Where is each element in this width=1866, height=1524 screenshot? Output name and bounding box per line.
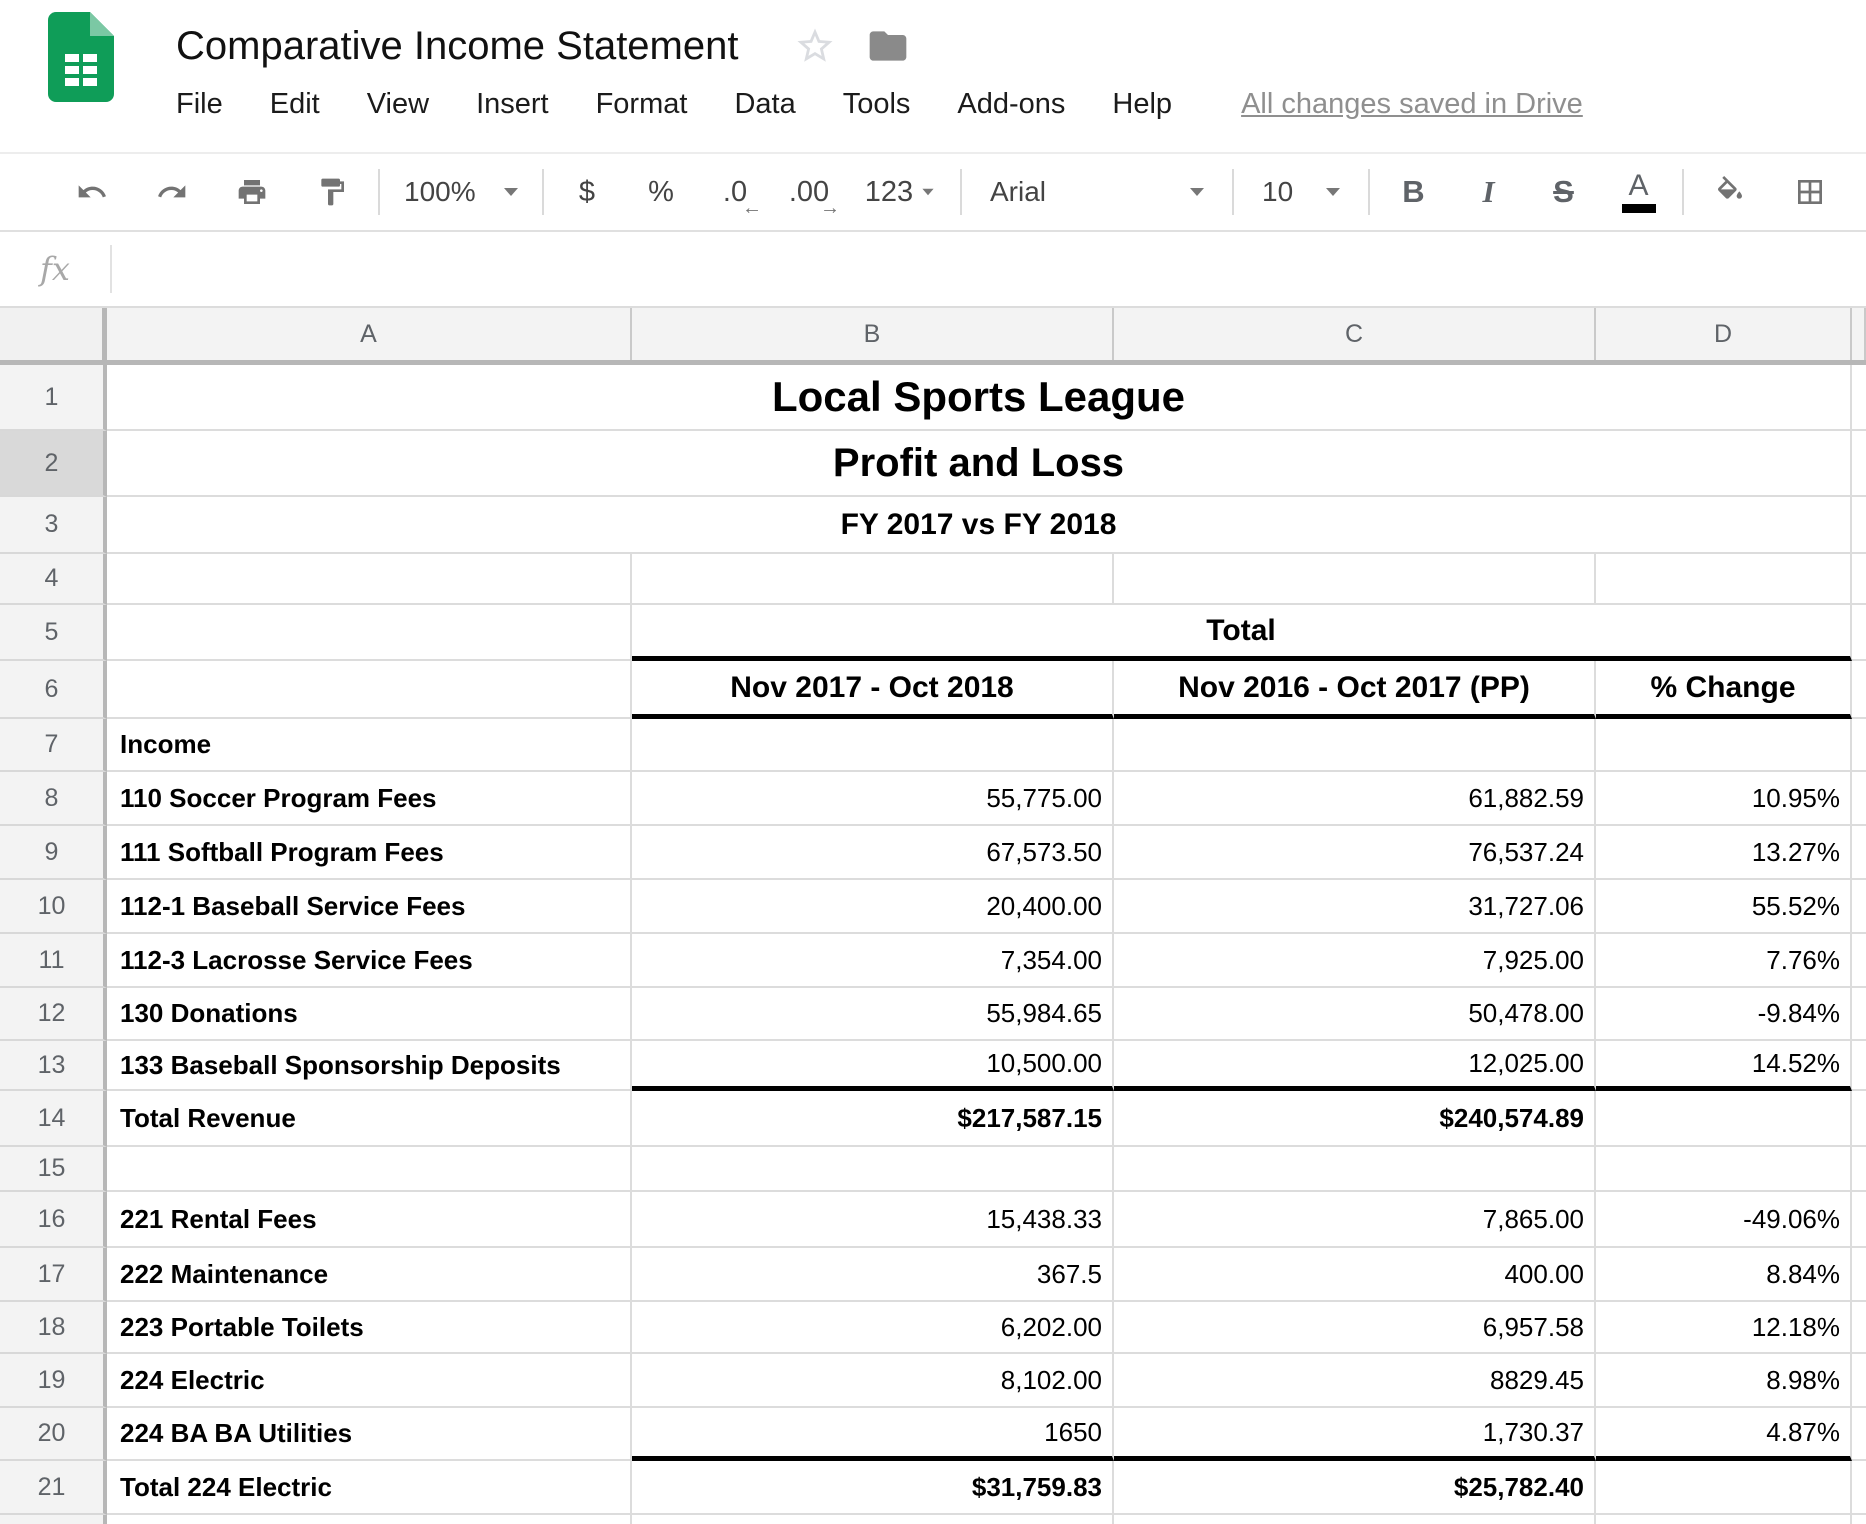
row-header-14[interactable]: 14 [0, 1091, 107, 1147]
decrease-decimal-button[interactable]: .0 ← [722, 175, 762, 219]
cell-E9-sliver[interactable] [1852, 826, 1866, 880]
cell-B9[interactable]: 67,573.50 [632, 826, 1114, 880]
redo-button[interactable] [132, 164, 212, 220]
cell-A5[interactable] [107, 605, 632, 661]
cell-E17-sliver[interactable] [1852, 1248, 1866, 1302]
format-currency-button[interactable]: $ [578, 175, 596, 208]
column-header-E-sliver[interactable] [1852, 308, 1866, 360]
sheet-row-19 [0, 1354, 1866, 1408]
font-family-select[interactable]: Arial [968, 176, 1226, 208]
cell-A16[interactable]: 221 Rental Fees [107, 1192, 632, 1248]
cell-C6[interactable]: Nov 2016 - Oct 2017 (PP) [1114, 661, 1596, 719]
cell-C7[interactable] [1114, 719, 1596, 772]
cell-D8[interactable]: 10.95% [1596, 772, 1852, 826]
fill-color-icon [1714, 176, 1746, 208]
cell-E7-sliver[interactable] [1852, 719, 1866, 772]
cell-C11[interactable]: 7,925.00 [1114, 934, 1596, 988]
row-header-13[interactable]: 13 [0, 1041, 107, 1091]
cell-B18[interactable]: 6,202.00 [632, 1302, 1114, 1354]
cell-A4[interactable] [107, 554, 632, 605]
undo-icon [76, 176, 108, 208]
menu-help[interactable]: Help [1112, 87, 1173, 120]
row-header-3[interactable]: 3 [0, 497, 107, 554]
cell-A7[interactable]: Income [107, 719, 632, 772]
sheet-row-12 [0, 988, 1866, 1041]
row-header-10[interactable]: 10 [0, 880, 107, 934]
cell-C16[interactable]: 7,865.00 [1114, 1192, 1596, 1248]
cell-D22[interactable] [1596, 1515, 1852, 1524]
cell-A21[interactable]: Total 224 Electric [107, 1461, 632, 1515]
row-header-18[interactable]: 18 [0, 1302, 107, 1354]
cell-B5[interactable]: Total [632, 605, 1852, 661]
cell-A1[interactable]: Local Sports League [107, 365, 1852, 431]
cell-E12-sliver[interactable] [1852, 988, 1866, 1041]
cell-A17[interactable]: 222 Maintenance [107, 1248, 632, 1302]
cell-A19[interactable]: 224 Electric [107, 1354, 632, 1408]
row-header-21[interactable]: 21 [0, 1461, 107, 1515]
cell-D17[interactable]: 8.84% [1596, 1248, 1852, 1302]
doc-title[interactable]: Comparative Income Statement [176, 23, 739, 68]
row-header-22[interactable] [0, 1515, 107, 1524]
cell-C21[interactable]: $25,782.40 [1114, 1461, 1596, 1515]
select-all-corner[interactable] [0, 308, 107, 360]
cell-A12[interactable]: 130 Donations [107, 988, 632, 1041]
zoom-select[interactable]: 100% [386, 176, 536, 208]
row-header-20[interactable]: 20 [0, 1408, 107, 1461]
cell-E4-sliver[interactable] [1852, 554, 1866, 605]
formula-input[interactable] [112, 232, 1866, 306]
sheet-row-13 [0, 1041, 1866, 1091]
cell-A22[interactable] [107, 1515, 632, 1524]
cell-D6[interactable]: % Change [1596, 661, 1852, 719]
cell-C15[interactable] [1114, 1147, 1596, 1192]
sheet-row-7 [0, 719, 1866, 772]
chevron-down-icon [1326, 188, 1340, 196]
sheet-row-4 [0, 554, 1866, 605]
column-header-A[interactable]: A [107, 308, 632, 360]
cell-B10[interactable]: 20,400.00 [632, 880, 1114, 934]
row-header-12[interactable]: 12 [0, 988, 107, 1041]
cell-E6-sliver[interactable] [1852, 661, 1866, 719]
cell-B22[interactable] [632, 1515, 1114, 1524]
borders-button[interactable] [1770, 164, 1850, 220]
row-header-15[interactable]: 15 [0, 1147, 107, 1192]
cell-B20[interactable]: 1650 [632, 1408, 1114, 1461]
cell-B7[interactable] [632, 719, 1114, 772]
sheet-row-11 [0, 934, 1866, 988]
print-icon [236, 176, 268, 208]
toolbar-separator [1368, 169, 1370, 215]
cell-E22-sliver[interactable] [1852, 1515, 1866, 1524]
sheet-body [0, 365, 1866, 1524]
format-percent-button[interactable]: % [648, 175, 674, 208]
cell-A9[interactable]: 111 Softball Program Fees [107, 826, 632, 880]
cell-B4[interactable] [632, 554, 1114, 605]
toolbar-separator [378, 169, 380, 215]
chevron-down-icon [1190, 188, 1204, 196]
chevron-down-icon [923, 189, 934, 195]
cell-B19[interactable]: 8,102.00 [632, 1354, 1114, 1408]
cell-C12[interactable]: 50,478.00 [1114, 988, 1596, 1041]
cell-C4[interactable] [1114, 554, 1596, 605]
font-size-select[interactable]: 10 [1240, 176, 1362, 208]
cell-B16[interactable]: 15,438.33 [632, 1192, 1114, 1248]
sheet-row-14 [0, 1091, 1866, 1147]
cell-A15[interactable] [107, 1147, 632, 1192]
sheet-row-17 [0, 1248, 1866, 1302]
text-color-button[interactable]: A [1601, 164, 1676, 220]
column-header-B[interactable]: B [632, 308, 1114, 360]
sheet-row-6 [0, 661, 1866, 719]
cell-A18[interactable]: 223 Portable Toilets [107, 1302, 632, 1354]
chevron-down-icon [504, 188, 518, 196]
sheet-row-20 [0, 1408, 1866, 1461]
cell-A10[interactable]: 112-1 Baseball Service Fees [107, 880, 632, 934]
row-header-7[interactable]: 7 [0, 719, 107, 772]
menu-file[interactable]: File [176, 87, 223, 120]
print-button[interactable] [212, 164, 292, 220]
cell-D12[interactable]: -9.84% [1596, 988, 1852, 1041]
cell-C9[interactable]: 76,537.24 [1114, 826, 1596, 880]
cell-A20[interactable]: 224 BA BA Utilities [107, 1408, 632, 1461]
row-header-16[interactable]: 16 [0, 1192, 107, 1248]
italic-button[interactable]: I [1482, 174, 1495, 209]
cell-C20[interactable]: 1,730.37 [1114, 1408, 1596, 1461]
row-header-9[interactable]: 9 [0, 826, 107, 880]
cell-B6[interactable]: Nov 2017 - Oct 2018 [632, 661, 1114, 719]
cell-B13[interactable]: 10,500.00 [632, 1041, 1114, 1091]
sheet-row-21 [0, 1461, 1866, 1515]
cell-E10-sliver[interactable] [1852, 880, 1866, 934]
row-header-4[interactable]: 4 [0, 554, 107, 605]
cell-C13[interactable]: 12,025.00 [1114, 1041, 1596, 1091]
cell-A3[interactable]: FY 2017 vs FY 2018 [107, 497, 1852, 554]
increase-decimal-button[interactable]: .00 → [788, 175, 840, 219]
paint-format-button[interactable] [292, 164, 372, 220]
sheet-row-5 [0, 605, 1866, 661]
cell-A13[interactable]: 133 Baseball Sponsorship Deposits [107, 1041, 632, 1091]
toolbar-separator [1682, 169, 1684, 215]
cell-E15-sliver[interactable] [1852, 1147, 1866, 1192]
fill-color-button[interactable] [1690, 164, 1770, 220]
text-color-swatch [1622, 204, 1656, 213]
cell-A11[interactable]: 112-3 Lacrosse Service Fees [107, 934, 632, 988]
cell-D18[interactable]: 12.18% [1596, 1302, 1852, 1354]
cell-D7[interactable] [1596, 719, 1852, 772]
sheet-row-2 [0, 431, 1866, 497]
cell-D10[interactable]: 55.52% [1596, 880, 1852, 934]
cell-E18-sliver[interactable] [1852, 1302, 1866, 1354]
sheet-row-3 [0, 497, 1866, 554]
row-header-2[interactable]: 2 [0, 431, 107, 497]
menu-view[interactable]: View [366, 87, 430, 120]
cell-D20[interactable]: 4.87% [1596, 1408, 1852, 1461]
menu-tools[interactable]: Tools [842, 87, 911, 120]
menu-bar [176, 82, 1866, 126]
cell-E1-sliver[interactable] [1852, 365, 1866, 431]
cell-C8[interactable]: 61,882.59 [1114, 772, 1596, 826]
cell-D14[interactable] [1596, 1091, 1852, 1147]
menu-data[interactable]: Data [734, 87, 796, 120]
column-header-C[interactable]: C [1114, 308, 1596, 360]
cell-E2-sliver[interactable] [1852, 431, 1866, 497]
row-header-11[interactable]: 11 [0, 934, 107, 988]
cell-D9[interactable]: 13.27% [1596, 826, 1852, 880]
sheet-row-15 [0, 1147, 1866, 1192]
cell-E5-sliver[interactable] [1852, 605, 1866, 661]
sheet-row-18 [0, 1302, 1866, 1354]
cell-E13-sliver[interactable] [1852, 1041, 1866, 1091]
row-header-17[interactable]: 17 [0, 1248, 107, 1302]
sheet-row-8 [0, 772, 1866, 826]
menu-insert[interactable]: Insert [476, 87, 549, 120]
row-header-19[interactable]: 19 [0, 1354, 107, 1408]
paint-format-icon [316, 176, 348, 208]
cell-C17[interactable]: 400.00 [1114, 1248, 1596, 1302]
cell-E11-sliver[interactable] [1852, 934, 1866, 988]
borders-icon [1794, 176, 1826, 208]
cell-B17[interactable]: 367.5 [632, 1248, 1114, 1302]
cell-A8[interactable]: 110 Soccer Program Fees [107, 772, 632, 826]
formula-bar [0, 232, 1866, 308]
sheets-logo-icon[interactable] [48, 12, 114, 102]
menu-format[interactable]: Format [595, 87, 688, 120]
sheet-row-16 [0, 1192, 1866, 1248]
toolbar-separator [1232, 169, 1234, 215]
sheet-row-10 [0, 880, 1866, 934]
column-header-D[interactable]: D [1596, 308, 1852, 360]
cell-B8[interactable]: 55,775.00 [632, 772, 1114, 826]
cell-E3-sliver[interactable] [1852, 497, 1866, 554]
cell-D21[interactable] [1596, 1461, 1852, 1515]
toolbar [0, 152, 1866, 232]
cell-E14-sliver[interactable] [1852, 1091, 1866, 1147]
cell-D13[interactable]: 14.52% [1596, 1041, 1852, 1091]
cell-B14[interactable]: $217,587.15 [632, 1091, 1114, 1147]
cell-E21-sliver[interactable] [1852, 1461, 1866, 1515]
sheet-row-9 [0, 826, 1866, 880]
cell-E19-sliver[interactable] [1852, 1354, 1866, 1408]
cell-D16[interactable]: -49.06% [1596, 1192, 1852, 1248]
cell-D19[interactable]: 8.98% [1596, 1354, 1852, 1408]
cell-C18[interactable]: 6,957.58 [1114, 1302, 1596, 1354]
bold-button[interactable]: B [1402, 174, 1425, 209]
toolbar-separator [960, 169, 962, 215]
cell-E20-sliver[interactable] [1852, 1408, 1866, 1461]
cell-D11[interactable]: 7.76% [1596, 934, 1852, 988]
sheet-row-1 [0, 365, 1866, 431]
menu-edit[interactable]: Edit [269, 87, 320, 120]
row-header-6[interactable]: 6 [0, 661, 107, 719]
folder-icon[interactable] [866, 24, 910, 68]
cell-A14[interactable]: Total Revenue [107, 1091, 632, 1147]
cell-B21[interactable]: $31,759.83 [632, 1461, 1114, 1515]
row-header-1[interactable]: 1 [0, 365, 107, 431]
cell-C10[interactable]: 31,727.06 [1114, 880, 1596, 934]
cell-C14[interactable]: $240,574.89 [1114, 1091, 1596, 1147]
cell-C22[interactable] [1114, 1515, 1596, 1524]
cell-D15[interactable] [1596, 1147, 1852, 1192]
toolbar-separator [542, 169, 544, 215]
cell-A6[interactable] [107, 661, 632, 719]
star-icon[interactable] [794, 25, 836, 67]
arrow-left-icon: ← [742, 197, 762, 219]
row-header-5[interactable]: 5 [0, 605, 107, 661]
cell-C19[interactable]: 8829.45 [1114, 1354, 1596, 1408]
row-header-8[interactable]: 8 [0, 772, 107, 826]
cell-B15[interactable] [632, 1147, 1114, 1192]
spreadsheet-grid [0, 308, 1866, 1524]
menu-addons[interactable]: Add-ons [957, 87, 1066, 120]
titlebar [0, 0, 1866, 152]
save-status[interactable]: All changes saved in Drive [1241, 87, 1583, 120]
cell-E16-sliver[interactable] [1852, 1192, 1866, 1248]
arrow-right-icon: → [820, 197, 840, 219]
column-headers [0, 308, 1866, 365]
undo-button[interactable] [52, 164, 132, 220]
cell-B11[interactable]: 7,354.00 [632, 934, 1114, 988]
number-format-button[interactable]: 123 [846, 164, 954, 220]
cell-B12[interactable]: 55,984.65 [632, 988, 1114, 1041]
cell-A2[interactable]: Profit and Loss [107, 431, 1852, 497]
cell-D4[interactable] [1596, 554, 1852, 605]
sheet-row-22 [0, 1515, 1866, 1524]
cell-E8-sliver[interactable] [1852, 772, 1866, 826]
fx-label: fx [40, 250, 70, 288]
redo-icon [156, 176, 188, 208]
strikethrough-button[interactable]: S [1553, 174, 1574, 209]
